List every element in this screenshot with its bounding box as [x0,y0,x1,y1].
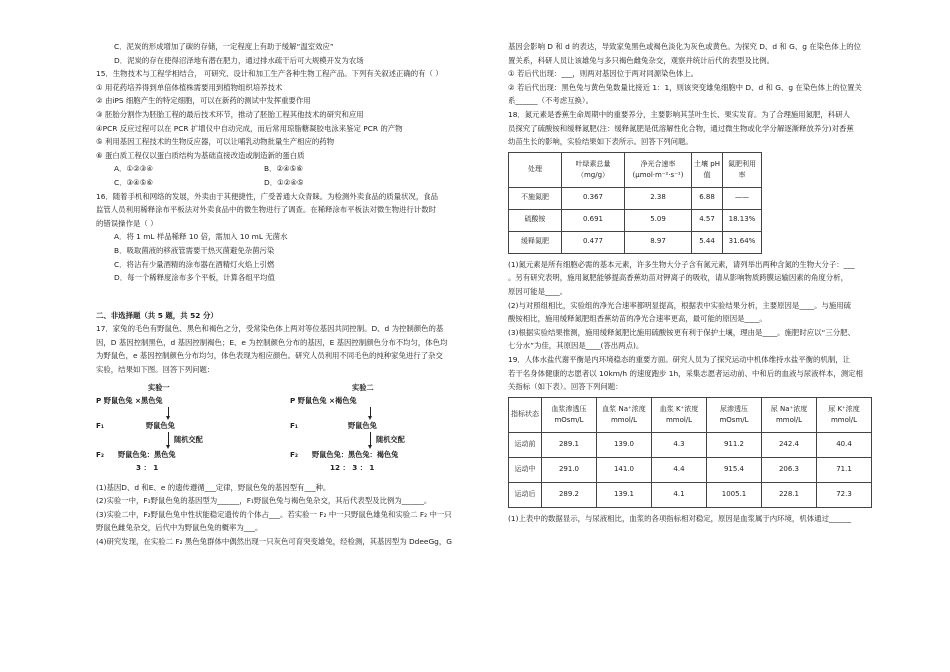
random-mating-label: 随机交配 [376,434,405,444]
q18-subquestion: (2)与对照组相比，实验组的净光合速率都明显提高，根据表中实验结果分析，主要原因是____。与施用硫 [508,300,852,310]
q15-item: ① 用花药培养得到单倍体植株需要用到植物组织培养技术 [96,82,283,92]
q18-subquestion: 。另有研究表明，施用氮肥能够提高香蕉幼苗对钾离子的吸收，请从影响物质跨膜运输因素的角度分析， [508,273,848,283]
table-cell: 71.1 [817,457,872,482]
table-header-row [509,152,762,187]
f1-label: F₁ [290,420,299,430]
q15-item: ⑤ 利用基因工程技术的生物反应器，可以让哺乳动物批量生产相应的药物 [96,137,335,147]
table-cell: 915.4 [707,457,762,482]
table-cell: 运动中 [509,457,542,482]
table-cell: —— [723,187,762,209]
q17-subquestion: (4)研究发现，在实验二 F₂ 黑色兔群体中偶然出现一只灰色可育突变雄兔，经检测，其基因型为 DdeeGg，G [96,537,452,547]
q15-options-row [96,176,492,190]
q18-subquestion: (1)氮元素是所有细胞必需的基本元素，许多生物大分子含有氮元素，请列举出两种含氮的生物大分子：___ [508,259,855,269]
f1-label: F₁ [96,420,105,430]
q18-subquestion: 七分水”为佳，其原因是____(答出两点)。 [508,341,644,351]
f2-label: F₂ [290,449,299,459]
question-18-stem: 员探究了硫酸铵和缓释氮肥(注：缓释氮肥是低溶解性化合物，通过微生物或化学分解逐渐释放养分)对香蕉 [508,123,854,133]
table-header-cell: 血浆 K⁺浓度mmol/L [652,397,707,432]
table-row [509,231,762,253]
table-cell: 运动后 [509,482,542,507]
question-19-stem: 关指标（如下表）。回答下列问题： [508,382,623,392]
q18-subquestion: 酸铵相比，施用缓释氮肥组香蕉幼苗的净光合速率更高，最可能的原因是____。 [508,314,767,324]
table-row [509,432,872,457]
table-cell: 1005.1 [707,482,762,507]
q16-option-d: D．每一个稀释度涂布多个平板，计算各组平均值 [114,273,275,283]
question-17-stem: 因，D 基因控制黑色，d 基因控制褐色；E、e 为控制颜色分布的基因，E 基因控制颜色分布不均匀，体色均 [96,337,448,347]
arrow-down-icon [370,432,371,446]
q15-option-c: C．③④⑤⑥ [114,177,154,187]
question-15-stem: 15．生物技术与工程学相结合， 可研究、设计和加工生产各种生物工程产品。下列有关叙述正确的有（ ） [96,69,443,79]
table-header-cell: 尿 Na⁺浓度mmol/L [762,397,817,432]
table-cell: 289.1 [542,432,597,457]
table-cell: 2.38 [625,187,692,209]
table-cell: 31.64% [723,231,762,253]
table-cell: 5.44 [692,231,723,253]
table-cell: 18.13% [723,209,762,231]
table-header-cell: 净光合速率(μmol·m⁻²·s⁻¹) [625,152,692,187]
cross-diagrams [96,381,492,477]
table-header-cell: 尿 K⁺浓度mmol/L [817,397,872,432]
q15-options-row [96,162,492,176]
q15-item: ② 由iPS 细胞产生的特定细胞，可以在新药的测试中发挥重要作用 [96,96,311,106]
q19-subquestion: (1)上表中的数据显示，与尿液相比，血浆的各项指标相对稳定，原因是血浆属于内环境，机体通过______ [508,513,852,523]
table-cell: 硫酸铵 [509,209,562,231]
experiment-title: 实验一 [148,382,170,392]
option-line: C．泥炭的形成增加了碳的存储，一定程度上有助于缓解“温室效应” [114,42,334,51]
table-cell: 242.4 [762,432,817,457]
f2-ratio: 12 ： 3 ： 1 [330,462,375,472]
q17-subquestion: (1)基因D、d 和E、e 的遗传遵循___定律，野鼠色兔的基因型有___种。 [96,482,331,492]
q17-subquestion: (3)实验二中，F₂野鼠色兔中性状能稳定遗传的个体占___。若实验一 F₂ 中一只野鼠色雄兔和实验二 F₂ 中一只 [96,509,452,519]
section-heading: 二、非选择题（共 5 题，共 52 分） [96,310,218,320]
table-cell: 72.3 [817,482,872,507]
table-cell: 228.1 [762,482,817,507]
random-mating-label: 随机交配 [174,434,203,444]
experiment-one-diagram [96,381,266,477]
table-cell: 206.3 [762,457,817,482]
table-row [509,482,872,507]
water-salt-table [508,397,872,508]
q15-option-b: B．②④⑤⑥ [264,164,303,174]
f2-ratio: 3 ： 1 [136,462,159,472]
q17-continued: ① 若后代出现：___，则两对基因位于两对同源染色体上。 [508,69,699,79]
table-header-cell: 土壤 pH 值 [692,152,723,187]
q17-continued: ② 若后代出现：黑色兔与黄色兔数量比接近 1：1，则该突变雄兔细胞中 D、d 和 G、g 在染色体上的位置关 [508,82,862,92]
table-header-cell: 尿渗透压mOsm/L [707,397,762,432]
f1-phenotype: 野鼠色兔 [146,420,175,430]
question-17-stem: 17．家兔的毛色有野鼠色、黑色和褐色之分，受常染色体上两对等位基因共同控制。D、d 为控制颜色的基 [96,324,444,334]
question-18-stem: 18．氮元素是香蕉生命周期中的重要养分，主要影响其茎叶生长、果实发育。为了合理施用氮肥，科研人 [508,109,850,119]
question-19-stem: 若干名身体健康的志愿者以 10km/h 的速度跑步 1h，采集志愿者运动前、中和后的血液与尿液样本，测定相 [508,368,863,378]
question-16-stem: 的错误操作是（ ） [96,218,158,228]
f2-label: F₂ [96,449,105,459]
question-16-stem: 16．随着手机和网络的发展，外卖由于其便捷性，广受普通大众青睐。为检测外卖食品的质量状况，食品 [96,191,438,201]
q15-item: ③ 胚胎分割作为胚胎工程的最后技术环节，推动了胚胎工程其他技术的研究和应用 [96,109,364,119]
experiment-title: 实验二 [352,382,374,392]
arrow-down-icon [168,432,169,446]
q17-continued: 系______（不考虑互换）。 [508,96,593,106]
experiment-two-diagram [290,381,490,477]
table-cell: 0.367 [562,187,625,209]
q15-option-a: A．①②③④ [114,164,153,174]
table-row [509,209,762,231]
q15-item: ⑥ 蛋白质工程仅以蛋白质结构为基础直接改造或制造新的蛋白质 [96,150,305,160]
q18-subquestion: (3)根据实验结果推测，施用缓释氮肥比施用硫酸铵更有利于保护土壤，理由是____。施肥时应以“三分肥、 [508,327,855,337]
q17-continued: 置关系，科研人员让该雄兔与多只褐色雌兔杂交，观察并统计后代的表型及比例。 [508,55,775,65]
parent-generation: P 野鼠色兔 ×褐色兔 [290,395,357,405]
table-row [509,457,872,482]
table-cell: 4.4 [652,457,707,482]
question-17-stem: 实验，结果如下图。回答下列问题： [96,365,215,375]
q15-item: ④PCR 反应过程可以在 PCR 扩增仪中自动完成，而后常用琼脂糖凝胶电泳来鉴定 PCR 的产物 [96,123,403,133]
right-column [508,40,880,525]
f1-phenotype: 野鼠色兔 [348,420,377,430]
table-cell: 141.0 [597,457,652,482]
table-cell: 139.0 [597,432,652,457]
table-header-cell: 指标状态 [509,397,542,432]
table-cell: 运动前 [509,432,542,457]
table-cell: 0.477 [562,231,625,253]
arrow-down-icon [168,407,169,417]
table-cell: 911.2 [707,432,762,457]
question-19-stem: 19．人体水盐代谢平衡是内环境稳态的重要方面。研究人员为了探究运动中机体维持水盐平衡的机制，让 [508,354,850,364]
parent-generation: P 野鼠色兔 ×黑色兔 [96,395,163,405]
table-cell: 139.1 [597,482,652,507]
question-18-stem: 幼苗生长的影响，实验结果如下表所示。回答下列问题。 [508,137,693,147]
question-16-stem: 监管人员利用稀释涂布平板法对外卖食品中的微生物进行了调查。在稀释涂布平板法对微生物进行计数时 [96,205,436,215]
table-cell: 291.0 [542,457,597,482]
q15-option-d: D．①②④⑤ [264,177,304,187]
table-cell: 8.97 [625,231,692,253]
option-line: D．泥炭的存在使得沼泽地有潜在肥力，通过排水疏干后可大规模开发为农场 [114,55,364,65]
table-cell: 0.691 [562,209,625,231]
table-header-row [509,397,872,432]
table-cell: 4.57 [692,209,723,231]
table-header-cell: 处理 [509,152,562,187]
table-header-cell: 氮肥利用率 [723,152,762,187]
nitrogen-table [508,152,762,254]
q16-option-b: B．吸取菌液的移液管需要干热灭菌避免杂菌污染 [114,245,275,255]
f2-phenotypes: 野鼠色兔：黑色兔 [118,449,176,459]
q17-continued: 基因会影响 D 和 d 的表达，导致家兔黑色或褐色淡化为灰色或黄色。为探究 D、d 和 G、g 在染色体上的位 [508,42,861,51]
table-header-cell: 血浆渗透压mOsm/L [542,397,597,432]
q18-subquestion: 原因可能是____。 [508,286,568,296]
arrow-down-icon [370,407,371,417]
left-column [96,40,492,549]
table-cell: 不施氮肥 [509,187,562,209]
table-cell: 4.3 [652,432,707,457]
table-header-cell: 叶绿素总量（mg/g） [562,152,625,187]
question-17-stem: 为野鼠色，e 基因控制颜色分布均匀，体色表现为相应颜色。研究人员利用不同毛色的纯种家兔进行了杂交 [96,351,443,361]
q17-subquestion: 野鼠色雌兔杂交，后代中为野鼠色兔的概率为___。 [96,523,263,533]
table-cell: 40.4 [817,432,872,457]
table-cell: 5.09 [625,209,692,231]
table-cell: 6.88 [692,187,723,209]
f2-phenotypes: 野鼠色兔：黑色兔：褐色兔 [312,449,399,459]
q16-option-c: C．将沾有少量酒精的涂布器在酒精灯火焰上引燃 [114,259,275,269]
table-header-cell: 血浆 Na⁺浓度mmol/L [597,397,652,432]
q16-option-a: A．将 1 mL 样品稀释 10 倍，需加入 10 mL 无菌水 [114,232,288,242]
table-cell: 289.2 [542,482,597,507]
table-cell: 缓释氮肥 [509,231,562,253]
table-cell: 4.1 [652,482,707,507]
table-row [509,187,762,209]
q17-subquestion: (2)实验一中，F₁野鼠色兔的基因型为______，F₁野鼠色兔与褐色兔杂交，其后代表型及比例为______。 [96,496,432,506]
